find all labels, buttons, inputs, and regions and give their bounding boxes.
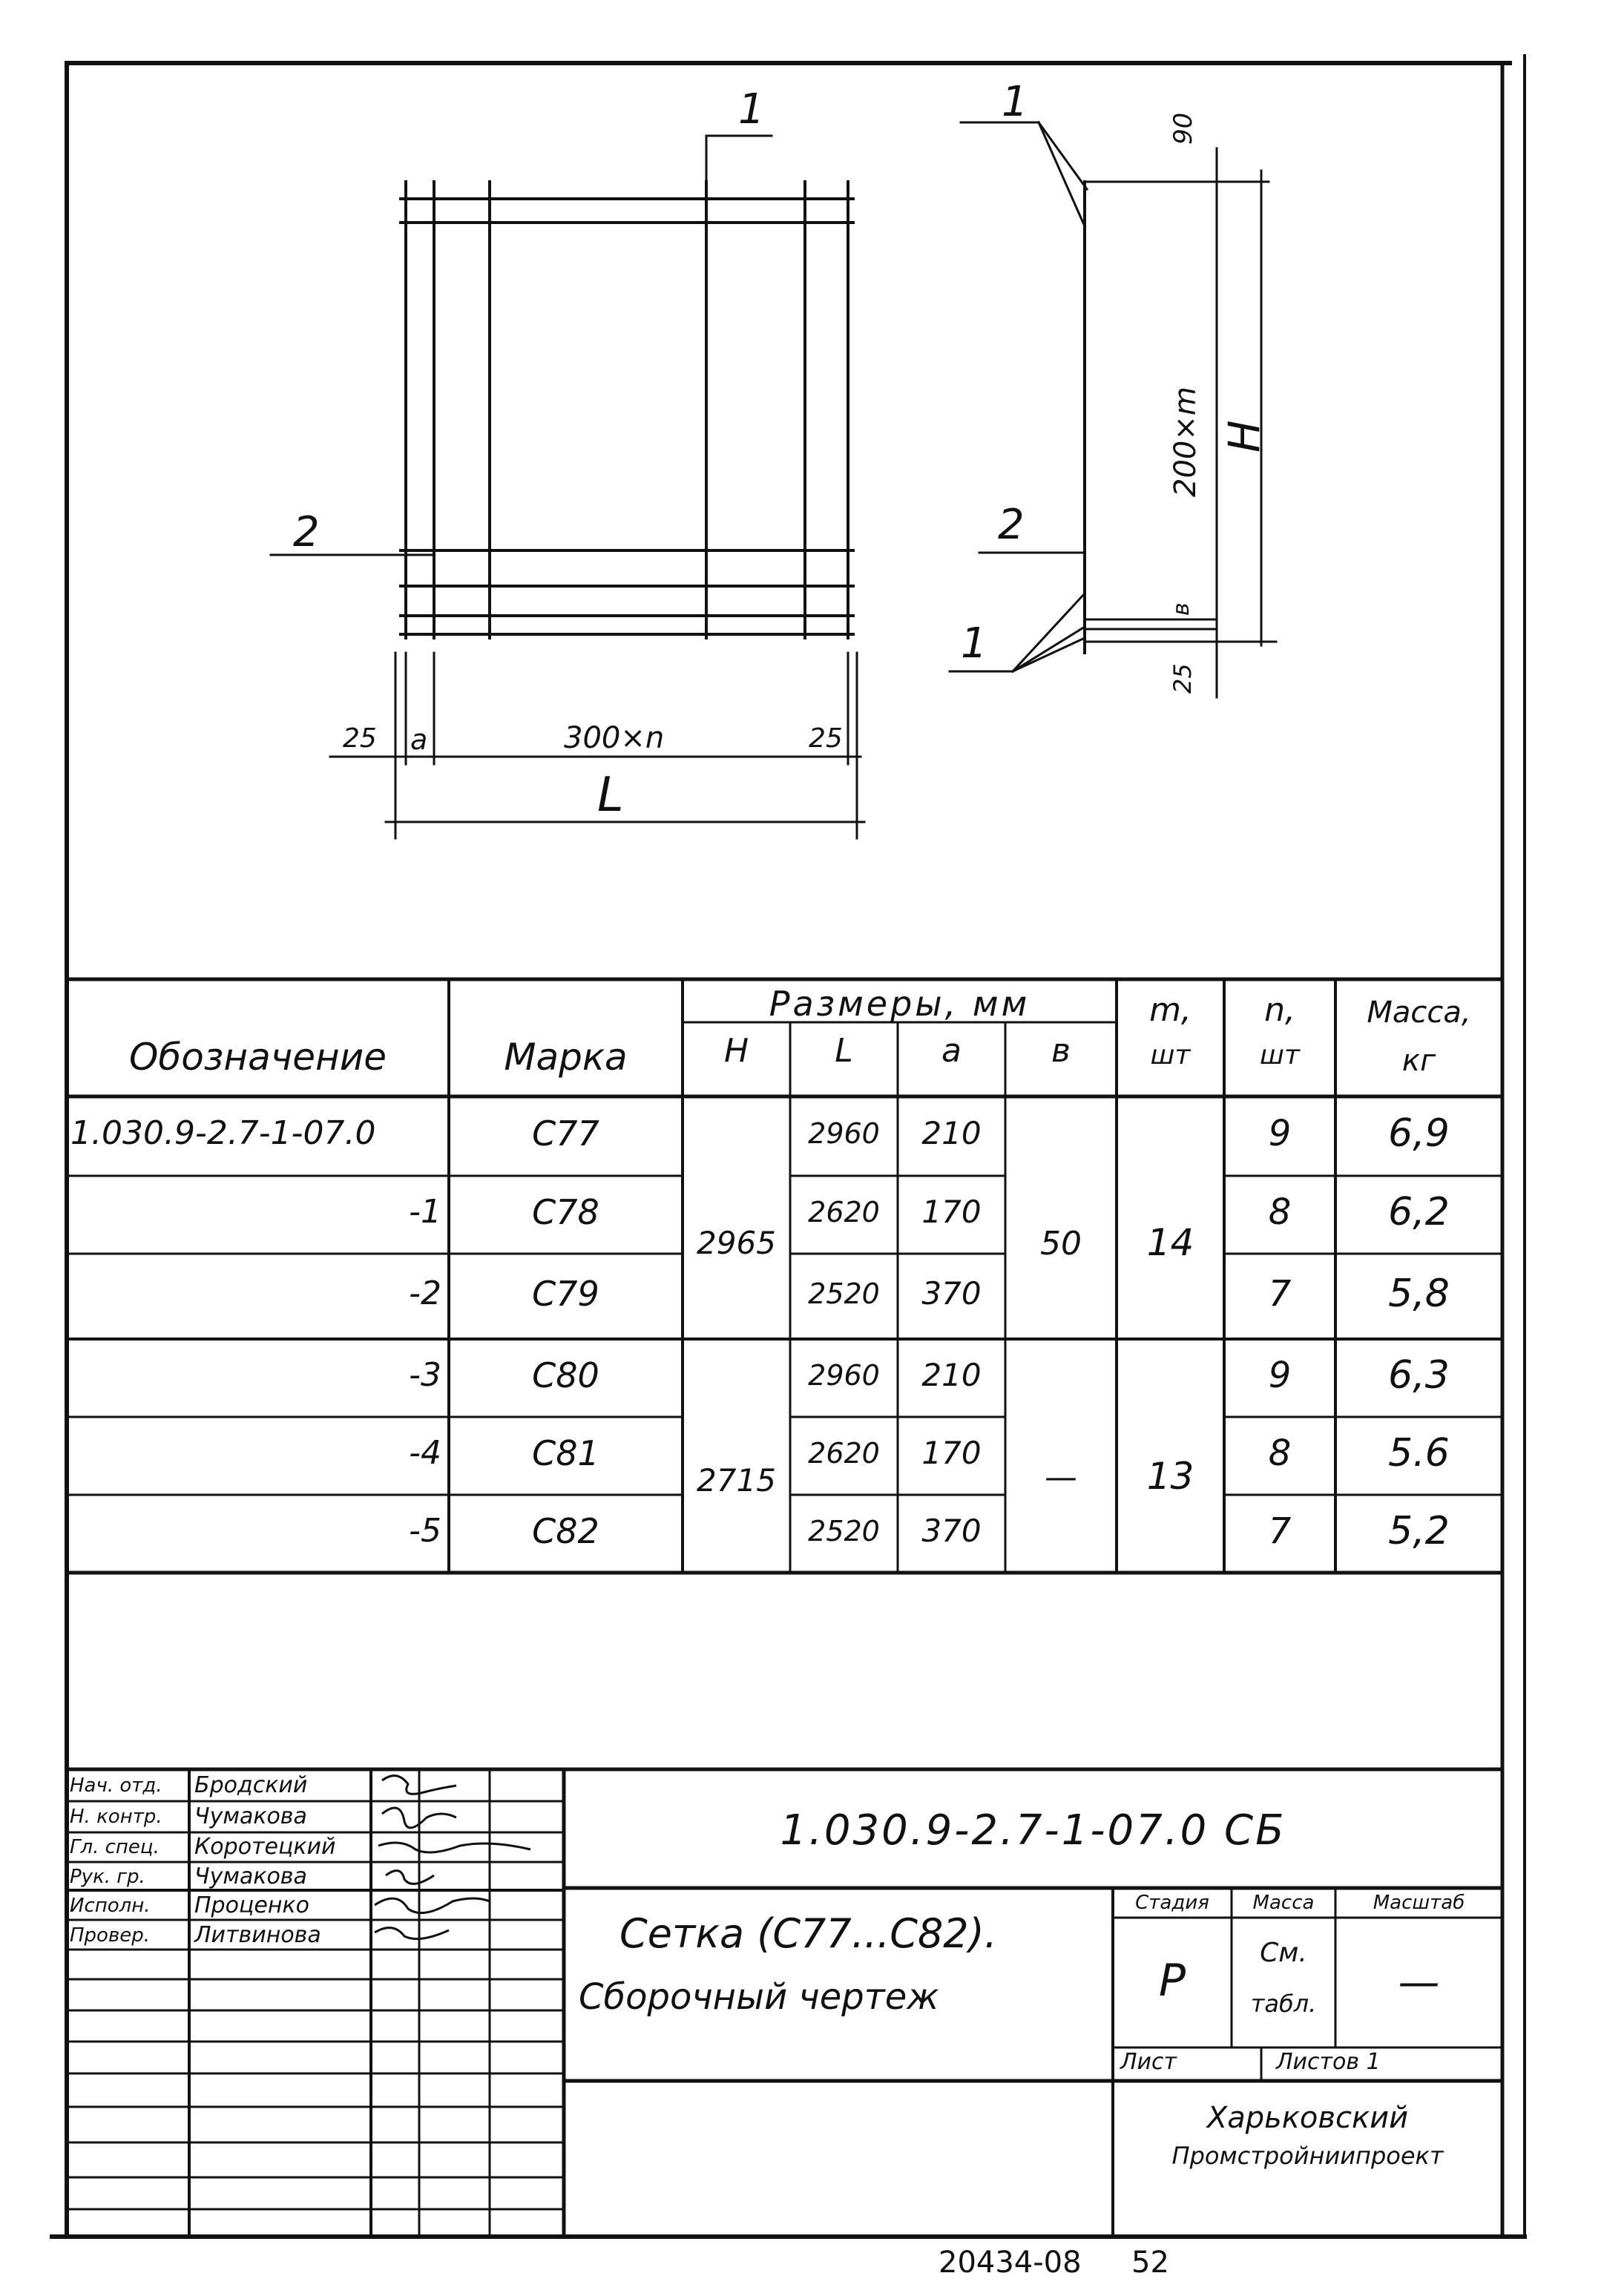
mass-value-line1: См. (1260, 1938, 1307, 1968)
cell-a: 170 (921, 1193, 982, 1230)
dim-left-25: 25 (343, 723, 377, 754)
role-name: Чумакова (194, 1803, 307, 1829)
leader-label-2-plan: 2 (293, 508, 320, 556)
leader-label-1-plan: 1 (738, 85, 765, 134)
header-n-unit: шт (1260, 1040, 1300, 1070)
cell-a: 370 (921, 1274, 982, 1312)
header-mass-unit: кг (1401, 1044, 1436, 1078)
scale-label: Масштаб (1373, 1892, 1465, 1914)
cell-n: 7 (1268, 1510, 1292, 1552)
header-a: a (941, 1032, 962, 1070)
role-name: Литвинова (194, 1922, 321, 1948)
org-line2: Промстройниипроект (1171, 2142, 1444, 2170)
role-name: Чумакова (194, 1864, 307, 1889)
header-sizes: Размеры, мм (769, 984, 1031, 1024)
role-name: Проценко (194, 1892, 309, 1918)
doc-code: 1.030.9-2.7-1-07.0 СБ (780, 1806, 1286, 1855)
header-L: L (835, 1032, 853, 1070)
cell-designation: -2 (409, 1274, 441, 1312)
dim-right-25: 25 (809, 723, 843, 754)
cell-mark: С77 (532, 1113, 599, 1154)
header-designation: Обозначение (129, 1036, 387, 1079)
dim-L: L (597, 768, 624, 823)
mass-value-line2: табл. (1250, 1990, 1317, 2018)
cell-mark: С80 (532, 1355, 599, 1395)
header-mass: Масса, (1367, 996, 1471, 1030)
role-label: Нач. отд. (70, 1774, 162, 1797)
archive-number: 20434-08 (939, 2246, 1082, 2280)
dim-a: a (410, 723, 428, 756)
cell-a: 210 (921, 1114, 982, 1151)
cell-a: 370 (921, 1512, 982, 1549)
side-dim-25: 25 (1169, 663, 1197, 694)
cell-mass: 6,9 (1388, 1111, 1450, 1156)
cell-mass: 5,2 (1388, 1508, 1450, 1553)
cell-n: 9 (1268, 1112, 1292, 1154)
cell-L: 2620 (808, 1436, 880, 1470)
sheets-label: Листов 1 (1276, 2049, 1381, 2075)
header-H: H (723, 1032, 749, 1070)
cell-mark: С82 (532, 1510, 599, 1551)
cell-L: 2620 (808, 1195, 880, 1228)
group1-m: 14 (1146, 1221, 1194, 1264)
leader-label-1-side-bottom: 1 (961, 619, 987, 668)
cell-n: 9 (1268, 1354, 1292, 1396)
cell-mark: С81 (532, 1432, 599, 1473)
org-line1: Харьковский (1206, 2101, 1409, 2135)
side-dim-90: 90 (1169, 112, 1198, 145)
cell-mass: 6,3 (1388, 1352, 1450, 1398)
cell-L: 2520 (808, 1514, 880, 1547)
role-name: Бродский (194, 1772, 308, 1798)
side-dim-b: в (1169, 602, 1194, 616)
group2-m: 13 (1146, 1455, 1194, 1498)
cell-mark: С78 (532, 1191, 599, 1232)
sheet-label: Лист (1120, 2049, 1177, 2075)
cell-designation: 1.030.9-2.7-1-07.0 (70, 1114, 376, 1152)
group2-H: 2715 (697, 1462, 776, 1499)
cell-designation: -4 (409, 1433, 441, 1472)
leader-label-2-side: 2 (998, 501, 1025, 549)
role-label: Исполн. (70, 1895, 151, 1917)
role-label: Рук. гр. (70, 1866, 145, 1888)
doc-title-line2: Сборочный чертеж (579, 1976, 939, 2018)
role-name: Коротецкий (194, 1834, 336, 1860)
doc-title-line1: Сетка (С77...С82). (619, 1910, 997, 1957)
header-m-unit: шт (1150, 1040, 1191, 1070)
cell-designation: -5 (409, 1511, 441, 1550)
leader-label-1-side-top: 1 (1002, 78, 1028, 126)
scale-value: — (1398, 1958, 1440, 2007)
cell-designation: -3 (409, 1355, 441, 1394)
cell-n: 7 (1268, 1272, 1292, 1315)
cell-designation: -1 (409, 1192, 441, 1231)
header-m: m, (1149, 991, 1192, 1029)
cell-L: 2960 (808, 1116, 880, 1150)
group2-b: — (1045, 1458, 1077, 1496)
cell-mass: 5.6 (1388, 1430, 1450, 1476)
cell-mark: С79 (532, 1273, 599, 1314)
stage-label: Стадия (1135, 1892, 1209, 1914)
cell-mass: 6,2 (1388, 1189, 1450, 1234)
mass-label: Масса (1252, 1892, 1315, 1914)
header-mark: Марка (504, 1036, 628, 1079)
page-number: 52 (1131, 2246, 1169, 2280)
group1-H: 2965 (697, 1225, 776, 1261)
role-label: Гл. спец. (70, 1836, 160, 1858)
cell-n: 8 (1268, 1432, 1292, 1474)
cell-a: 170 (921, 1434, 982, 1471)
header-n: n, (1264, 991, 1295, 1029)
role-label: Провер. (70, 1924, 151, 1947)
cell-a: 210 (921, 1356, 982, 1393)
cell-mass: 5,8 (1388, 1271, 1450, 1316)
group1-b: 50 (1040, 1225, 1082, 1263)
header-b: в (1051, 1032, 1071, 1070)
stage-value: Р (1158, 1955, 1186, 2007)
side-dim-H: H (1219, 420, 1269, 453)
role-label: Н. контр. (70, 1806, 162, 1828)
cell-n: 8 (1268, 1191, 1292, 1233)
cell-L: 2960 (808, 1358, 880, 1392)
side-dim-200m: 200×m (1169, 386, 1203, 497)
cell-L: 2520 (808, 1277, 880, 1310)
dim-300n: 300×n (564, 721, 665, 755)
